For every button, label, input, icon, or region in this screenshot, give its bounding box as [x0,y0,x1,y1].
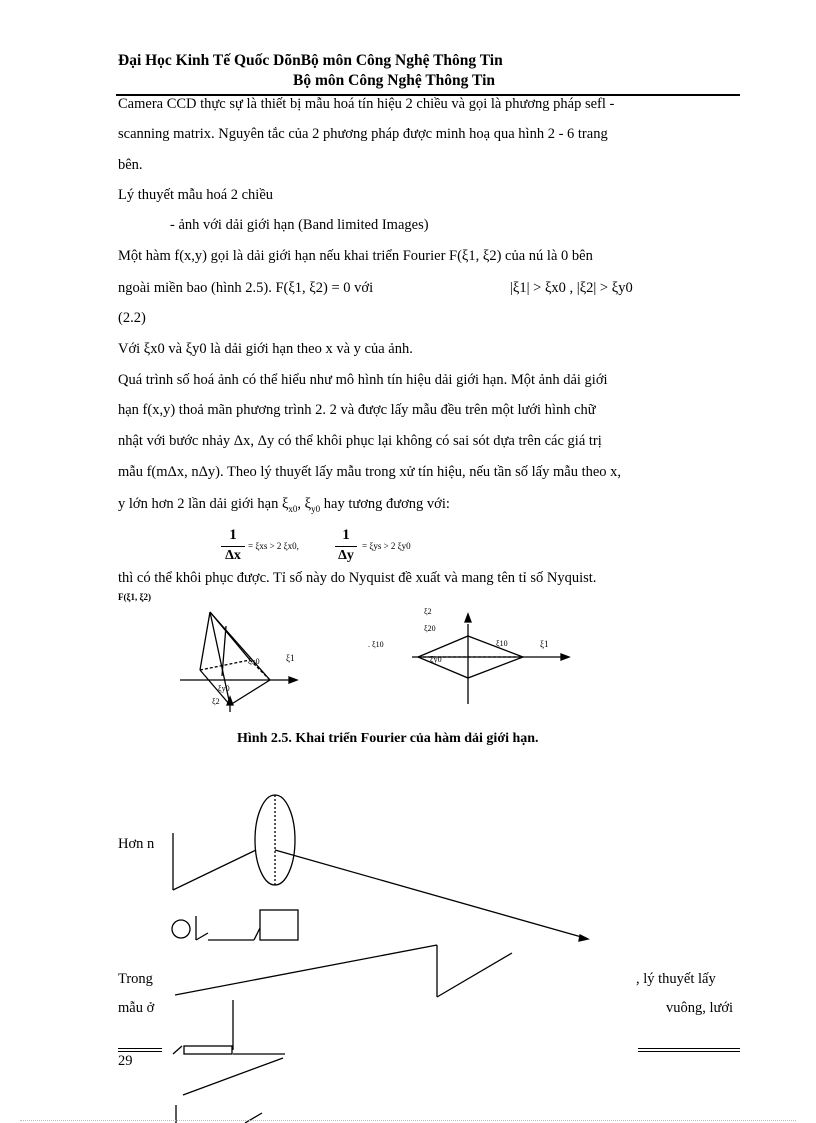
body-line-fragment: Trong [118,971,153,987]
body-line: - ảnh với dải giới hạn (Band limited Images) [170,217,429,233]
body-line: (2.2) [118,310,146,326]
formula-numerator-1: 1 [229,527,237,543]
body-line-fragment: , lý thuyết lấy [636,971,716,987]
formula-condition-y: = ξys > 2 ξy0 [362,541,411,551]
formula-numerator-2: 1 [342,527,350,543]
body-line: Quá trình số hoá ảnh có thể hiểu như mô hình tín hiệu dải giới hạn. Một ảnh dải giới [118,372,608,388]
xiy0-label: ξy0 [430,655,442,664]
body-line: |ξ1| > ξx0 , |ξ2| > ξy0 [510,280,633,296]
figure-f-label: F(ξ1, ξ2) [118,592,152,602]
xi1-label: ξ1 [286,653,295,663]
body-line: bên. [118,157,143,173]
formula-denominator-dy: Δy [338,548,354,563]
header-line-2: Bộ môn Công Nghệ Thông Tin [293,72,496,89]
formula-condition-x: = ξxs > 2 ξx0, [248,541,299,551]
body-line: nhật với bước nhảy Δx, Δy có thể khôi phục lại không có sai sót dựa trên các giá trị [118,433,602,449]
xi10-label: ξ10 [496,639,508,648]
xi2-label: ξ2 [424,607,432,616]
square-shape [260,910,298,940]
body-line-fragment: vuông, lưới [666,1000,734,1016]
body-line: thì có thể khôi phục được. Tỉ số này do Nyquist đề xuất và mang tên tỉ số Nyquist. [118,570,597,586]
footer-rule [118,1051,162,1052]
xix0-label: ξx0 [248,657,260,666]
header-line-1: Đại Học Kinh Tế Quốc DõnBộ môn Công Nghệ Thông Tin [118,52,503,69]
body-line: y lớn hơn 2 lần dải giới hạn $\xi_{x0}$, $\xi_{y0}$ hay tương đương với: [118,496,450,514]
formula-denominator-dx: Δx [225,548,241,563]
body-line: Lý thuyết mẫu hoá 2 chiều [118,187,274,203]
page-edge [20,1120,796,1121]
xi10-left-label: . ξ10 [368,640,384,649]
body-line: ngoài miền bao (hình 2.5). F(ξ1, ξ2) = 0 với [118,280,374,296]
figure-caption: Hình 2.5. Khai triển Fourier của hàm dải giới hạn. [237,731,539,746]
body-line: mẫu f(mΔx, nΔy). Theo lý thuyết lấy mẫu trong xử tín hiệu, nếu tần số lấy mẫu theo x, [118,464,622,480]
xiy0-label: ξy0 [218,684,230,693]
body-line: hạn f(x,y) thoả mãn phương trình 2. 2 và được lấy mẫu đều trên một lưới hình chữ [118,402,596,418]
footer-rule [638,1048,740,1049]
footer-rule [118,1048,162,1049]
circle-shape [172,920,190,938]
body-line: Camera CCD thực sự là thiết bị mẫu hoá tín hiệu 2 chiều và gọi là phương pháp sefl - [118,96,615,112]
body-line-fragment: mẫu ở [118,1000,155,1016]
body-line-fragment: Hơn n [118,836,155,852]
footer-rule [638,1051,740,1052]
body-line: scanning matrix. Nguyên tắc của 2 phương pháp được minh hoạ qua hình 2 - 6 trang [118,126,608,142]
xi1-label: ξ1 [540,639,549,649]
xi20-label: ξ20 [424,624,436,633]
xi2-label: ξ2 [212,697,220,706]
body-line: Một hàm f(x,y) gọi là dải giới hạn nếu khai triển Fourier F(ξ1, ξ2) của nú là 0 bên [118,248,593,264]
body-line: Với ξx0 và ξy0 là dải giới hạn theo x và y của ảnh. [118,341,413,357]
page-number: 29 [118,1053,133,1069]
